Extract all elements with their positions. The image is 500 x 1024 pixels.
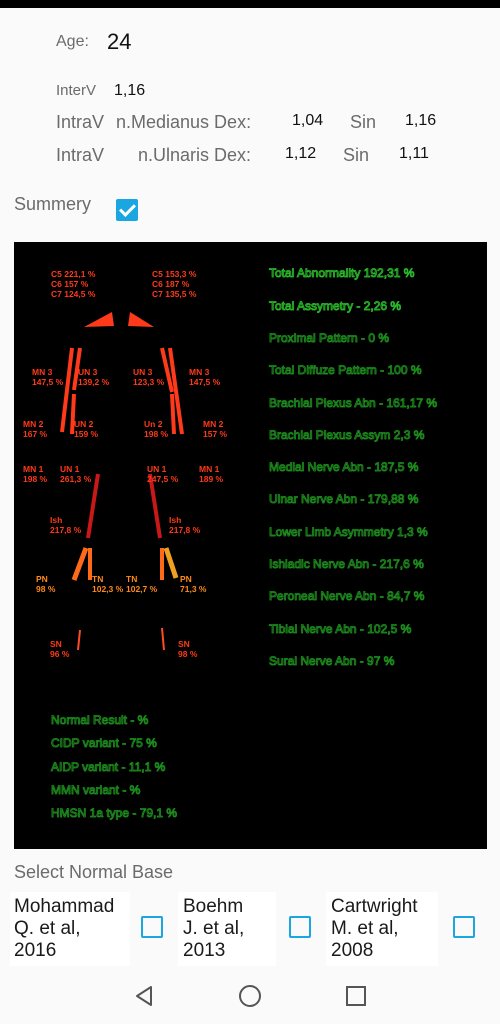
left-tn-name: TN [92, 574, 104, 584]
intrav-label-medianus: IntraV [56, 112, 105, 132]
left-mn1-name: MN 1 [23, 464, 44, 474]
right-pn-value: 71,3 % [180, 584, 207, 594]
right-sn-value: 98 % [178, 649, 198, 659]
right-ish-label [169, 515, 200, 535]
option-mohammad-line3: 2016 [14, 940, 57, 961]
right-un3-value: 123,3 % [133, 377, 165, 387]
nerve-figure [14, 242, 264, 662]
right-mn3-label [189, 367, 220, 387]
left-un1-label [60, 464, 91, 484]
right-un2-label [144, 419, 168, 439]
variant-mmn: MMN variant - % [51, 783, 141, 797]
right-un1-label [147, 464, 178, 484]
result-total-abnormality: Total Abnormality 192,31 % [269, 266, 415, 280]
option-mohammad-text [14, 896, 114, 962]
right-pn-name: PN [180, 574, 192, 584]
right-un2-value: 198 % [144, 429, 169, 439]
right-ish-value: 217,8 % [169, 525, 201, 535]
nerve-diagram-panel [14, 242, 487, 849]
result-total-diffuze-pattern: Total Diffuze Pattern - 100 % [269, 363, 422, 377]
age-value: 24 [107, 29, 132, 54]
home-icon[interactable] [238, 984, 262, 1008]
status-bar [0, 0, 500, 8]
normal-base-title: Select Normal Base [14, 862, 174, 882]
result-ulnar-nerve-abn: Ulnar Nerve Abn - 179,88 % [269, 492, 419, 506]
medianus-label: n.Medianus Dex: [116, 112, 252, 132]
intrav-label-ulnaris: IntraV [56, 145, 105, 165]
left-c6-label: C6 157 % [51, 279, 89, 289]
option-mohammad-line2: Q. et al, [14, 918, 81, 939]
right-mn2-value: 157 % [203, 429, 228, 439]
interv-label: InterV [56, 82, 97, 99]
age-label: Age: [56, 33, 89, 50]
left-tn-label [92, 574, 123, 594]
option-boehm-text [183, 896, 244, 962]
summery-checkbox[interactable] [116, 199, 138, 221]
result-proximal-pattern: Proximal Pattern - 0 % [269, 331, 390, 345]
left-un3-label [78, 367, 109, 387]
variant-aidp: AIDP variant - 11,1 % [51, 760, 166, 774]
left-plexus-segment [84, 312, 114, 327]
right-sn-segment [162, 628, 164, 650]
left-mn2-value: 167 % [23, 429, 48, 439]
right-mn1-name: MN 1 [199, 464, 220, 474]
ulnaris-dex-value: 1,12 [285, 145, 317, 162]
left-sn-label [50, 639, 69, 659]
result-brachial-plexus-abn: Brachial Plexus Abn - 161,17 % [269, 396, 438, 410]
ulnaris-sin-label: Sin [343, 145, 370, 165]
left-ish-label [50, 515, 81, 535]
normal-base-option-mohammad[interactable] [10, 892, 130, 966]
option-cartwright-line2: M. et al, [331, 918, 399, 939]
option-cartwright-line3: 2008 [331, 940, 374, 961]
result-tibial-nerve-abn: Tibial Nerve Abn - 102,5 % [269, 622, 412, 636]
result-brachial-plexus-assym: Brachial Plexus Assym 2,3 % [269, 428, 425, 442]
left-pn-value: 98 % [36, 584, 56, 594]
left-tn-value: 102,3 % [92, 584, 124, 594]
right-mn1-label [199, 464, 223, 484]
left-c5-label: C5 221,1 % [51, 269, 96, 279]
right-c5-label: C5 153,3 % [152, 269, 197, 279]
left-mn1-value: 198 % [23, 474, 48, 484]
result-total-assymetry: Total Assymetry - 2,26 % [269, 299, 402, 313]
cartwright-checkbox[interactable] [453, 916, 475, 938]
result-ishiadic-nerve-abn: Ishiadic Nerve Abn - 217,6 % [269, 557, 424, 571]
right-mn3-name: MN 3 [189, 367, 210, 377]
right-tn-value: 102,7 % [126, 584, 158, 594]
interv-value: 1,16 [114, 82, 146, 99]
right-tn-label [126, 574, 157, 594]
right-un2-segment [172, 394, 174, 434]
right-pn-label [180, 574, 206, 594]
right-mn2-name: MN 2 [203, 419, 224, 429]
left-mn2-name: MN 2 [23, 419, 44, 429]
result-lower-limb-asymmetry: Lower Limb Asymmetry 1,3 % [269, 525, 428, 539]
result-medial-nerve-abn: Medial Nerve Abn - 187,5 % [269, 460, 419, 474]
left-un2-value: 159 % [74, 429, 99, 439]
recents-icon[interactable] [344, 984, 368, 1008]
left-pn-label [36, 574, 55, 594]
left-un2-label [74, 419, 98, 439]
right-un1-name: UN 1 [147, 464, 167, 474]
left-un1-name: UN 1 [60, 464, 80, 474]
left-ish-value: 217,8 % [50, 525, 82, 535]
mohammad-checkbox[interactable] [141, 916, 163, 938]
result-sural-nerve-abn: Sural Nerve Abn - 97 % [269, 654, 395, 668]
right-mn3-value: 147,5 % [189, 377, 221, 387]
option-boehm-line1: Boehm [183, 896, 244, 917]
option-cartwright-text [331, 896, 418, 962]
left-un1-value: 261,3 % [60, 474, 92, 484]
boehm-checkbox[interactable] [289, 916, 311, 938]
left-sn-name: SN [50, 639, 62, 649]
left-mn3-label [32, 367, 63, 387]
left-un2-name: UN 2 [74, 419, 94, 429]
right-pn-segment [166, 548, 176, 578]
medianus-sin-value: 1,16 [405, 112, 437, 129]
option-cartwright-line1: Cartwright [331, 896, 418, 917]
variant-hmsn-1a: HMSN 1a type - 79,1 % [51, 806, 178, 820]
left-pn-segment [74, 548, 86, 580]
right-c7-label: C7 135,5 % [152, 289, 197, 299]
option-mohammad-line1: Mohammad [14, 896, 115, 917]
normal-base-option-boehm[interactable] [178, 892, 276, 966]
summery-label: Summery [14, 194, 92, 214]
medianus-dex-value: 1,04 [292, 112, 324, 129]
right-c6-label: C6 187 % [152, 279, 190, 289]
medianus-sin-label: Sin [350, 112, 377, 132]
variant-normal-result: Normal Result - % [51, 713, 149, 727]
left-sn-segment [78, 630, 80, 650]
right-ish-name: Ish [169, 515, 182, 525]
left-pn-name: PN [36, 574, 48, 584]
left-mn3-name: MN 3 [32, 367, 53, 377]
left-mn3-segment [62, 348, 72, 432]
right-sn-name: SN [178, 639, 190, 649]
right-un1-value: 247,5 % [147, 474, 179, 484]
variant-cidp: CIDP variant - 75 % [51, 736, 157, 750]
right-mn2-label [203, 419, 227, 439]
right-un2-name: Un 2 [144, 419, 163, 429]
left-mn2-label [23, 419, 47, 439]
result-peroneal-nerve-abn: Peroneal Nerve Abn - 84,7 % [269, 589, 425, 603]
left-c7-label: C7 124,5 % [51, 289, 96, 299]
left-ish-name: Ish [50, 515, 63, 525]
left-mn1-label [23, 464, 47, 484]
left-un3-name: UN 3 [78, 367, 98, 377]
back-icon[interactable] [132, 984, 156, 1008]
left-un3-value: 139,2 % [78, 377, 110, 387]
normal-base-option-cartwright[interactable] [326, 892, 438, 966]
right-un3-label [133, 367, 164, 387]
right-sn-label [178, 639, 197, 659]
right-tn-name: TN [126, 574, 138, 584]
right-un3-name: UN 3 [133, 367, 153, 377]
ulnaris-label: n.Ulnaris Dex: [138, 145, 252, 165]
left-mn3-value: 147,5 % [32, 377, 64, 387]
ulnaris-sin-value: 1,11 [399, 145, 429, 162]
right-mn1-value: 189 % [199, 474, 224, 484]
option-boehm-line2: J. et al, [183, 918, 245, 939]
left-sn-value: 96 % [50, 649, 70, 659]
right-plexus-segment [128, 312, 154, 327]
option-boehm-line3: 2013 [183, 940, 226, 961]
